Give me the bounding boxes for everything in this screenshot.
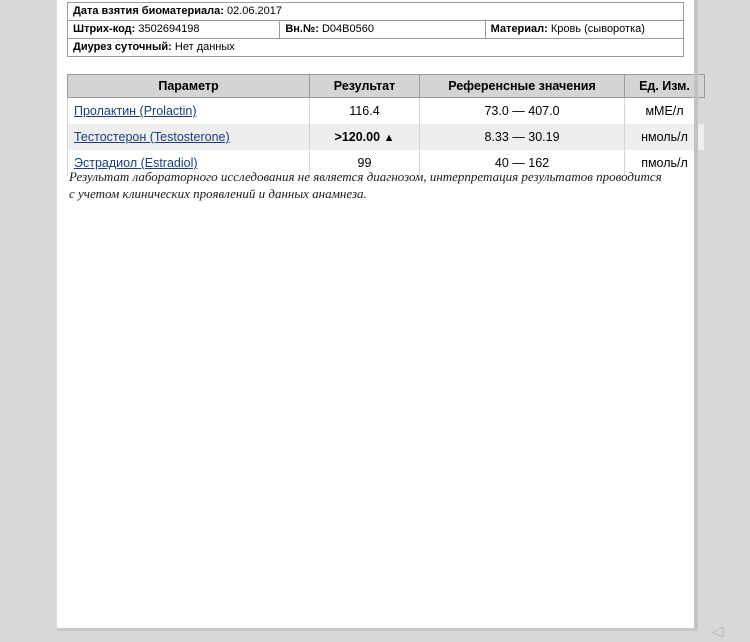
collection-date-label: Дата взятия биоматериала:: [73, 5, 224, 17]
barcode-cell: [68, 21, 279, 38]
unit-cell: нмоль/л: [625, 124, 705, 150]
result-flag-icon: ▲: [383, 132, 395, 144]
column-header-unit: Ед. Изм.: [625, 75, 705, 98]
page-shadow-right: [694, 0, 698, 628]
daily-diuresis-label: Диурез суточный:: [73, 41, 172, 53]
lab-results-table: [67, 74, 705, 176]
reference-cell: 40 — 162: [420, 150, 625, 176]
internal-number-cell: [279, 21, 484, 38]
unit-cell: мМЕ/л: [625, 98, 705, 125]
parameter-link[interactable]: Эстрадиол (Estradiol): [74, 156, 198, 170]
result-value: 99: [357, 156, 372, 170]
collection-date-value: 02.06.2017: [226, 5, 283, 17]
unit-cell: пмоль/л: [625, 150, 705, 176]
result-value: 116.4: [349, 104, 380, 118]
header-row-barcode: [67, 20, 684, 38]
column-header-result: Результат: [310, 75, 420, 98]
disclaimer-text: Результат лабораторного исследования не является диагнозом, интерпретация результатов проводится с учетом клинических проявлений и данных анамнеза.: [69, 169, 662, 201]
column-header-parameter: Параметр: [68, 75, 310, 98]
table-header-row: [68, 75, 705, 98]
result-cell: [310, 98, 420, 125]
table-row: [68, 98, 705, 125]
material-cell: [485, 21, 683, 38]
result-cell: [310, 124, 420, 150]
parameter-cell: [68, 98, 310, 125]
internal-number-value: D04B0560: [321, 23, 374, 35]
column-header-reference: Референсные значения: [420, 75, 625, 98]
page-corner-mark-icon: ◁: [712, 623, 724, 640]
reference-cell: 73.0 — 407.0: [420, 98, 625, 125]
material-label: Материал:: [490, 23, 548, 35]
reference-cell: 8.33 — 30.19: [420, 124, 625, 150]
daily-diuresis-value: Нет данных: [174, 41, 235, 53]
daily-diuresis-cell: [68, 39, 683, 56]
document-page: [57, 0, 724, 640]
result-value: >120.00: [334, 130, 381, 144]
patient-header-block: [67, 2, 684, 57]
barcode-value: 3502694198: [138, 23, 200, 35]
page-shadow-bottom: [57, 628, 698, 631]
header-row-collection-date: [67, 2, 684, 20]
barcode-label: Штрих-код:: [73, 23, 136, 35]
header-row-diuresis: [67, 38, 684, 57]
internal-number-label: Вн.№:: [285, 23, 319, 35]
parameter-link[interactable]: Пролактин (Prolactin): [74, 104, 197, 118]
parameter-cell: [68, 124, 310, 150]
collection-date-cell: [68, 3, 683, 20]
parameter-link[interactable]: Тестостерон (Testosterone): [74, 130, 230, 144]
material-value: Кровь (сыворотка): [550, 23, 645, 35]
table-row: [68, 124, 705, 150]
